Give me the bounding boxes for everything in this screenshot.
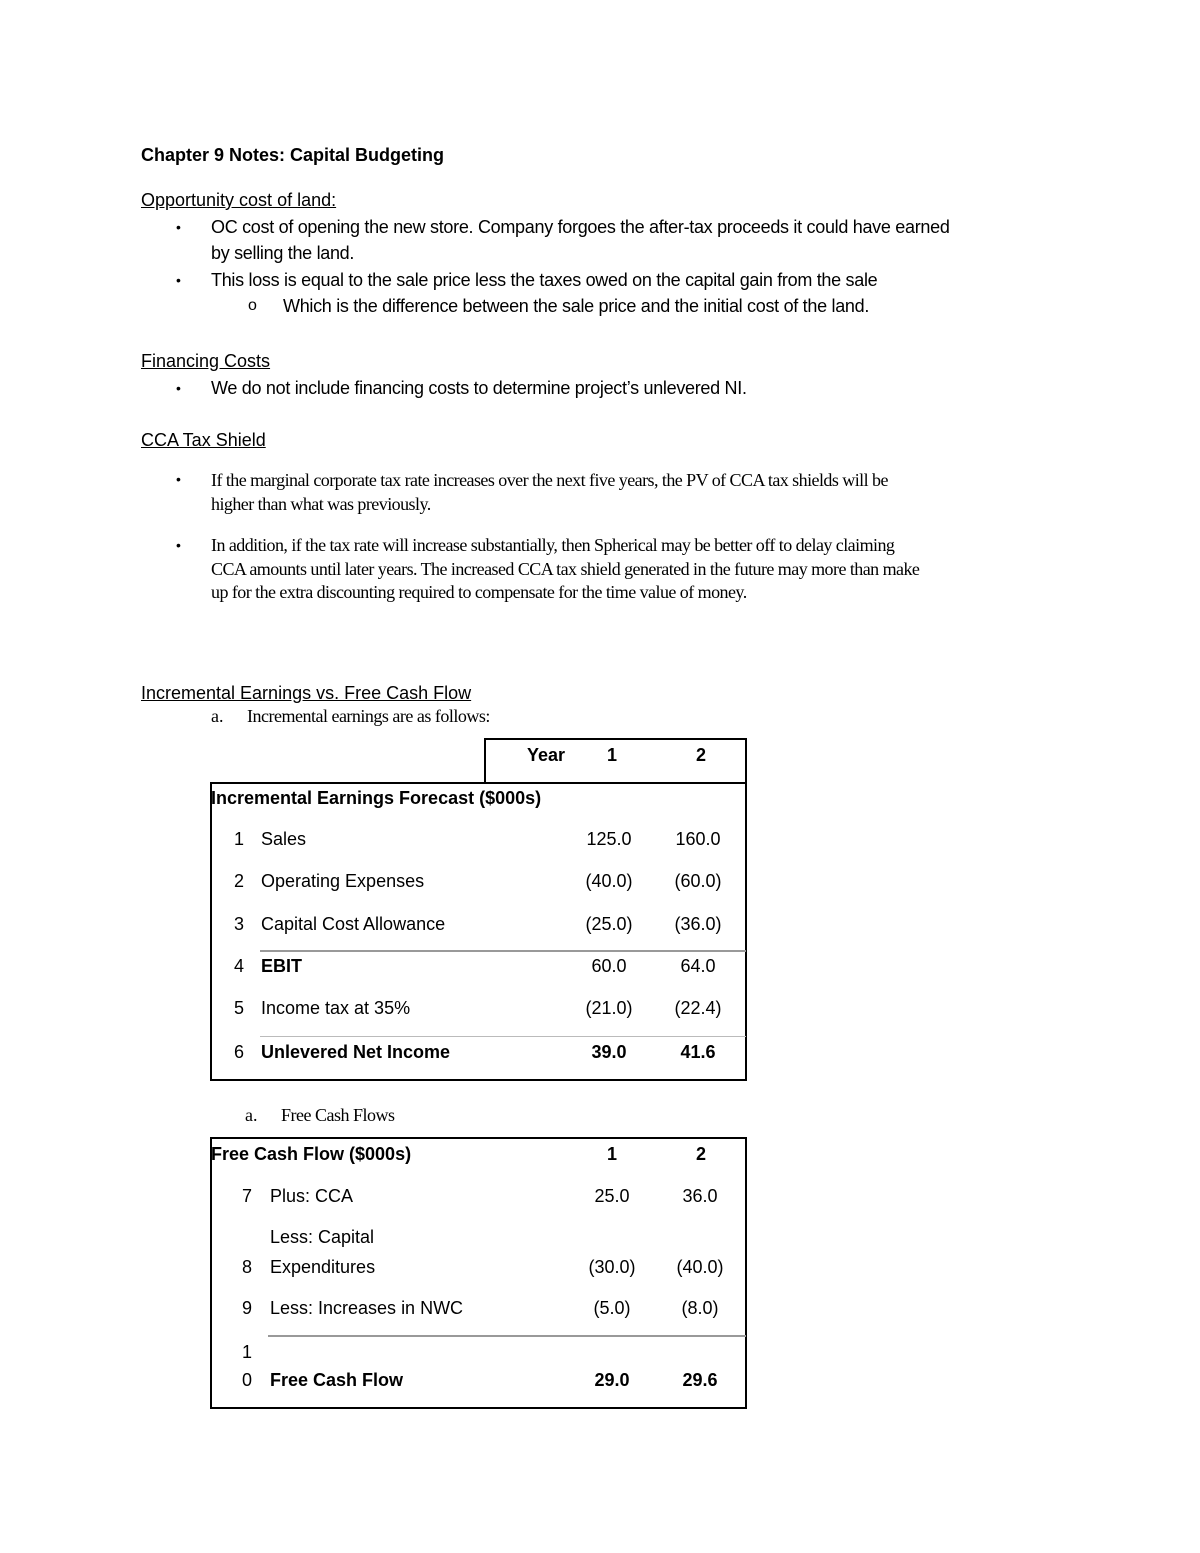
table2-cell: 25.0 [594, 1186, 630, 1206]
table2-row-number: 0 [241, 1370, 252, 1390]
table1-divider [260, 950, 746, 952]
item-b-marker: a. [245, 1105, 258, 1125]
bullet-icon: • [176, 219, 181, 235]
cca-bullet-1-line-2: higher than what was previously. [211, 494, 431, 514]
table1-cell: 39.0 [591, 1042, 627, 1062]
table1-cell: (21.0) [585, 998, 633, 1018]
table2-row-number: 9 [241, 1298, 252, 1318]
opportunity-sub-bullet: Which is the difference between the sale price and the initial cost of the land. [283, 296, 870, 316]
table1-divider [260, 1036, 746, 1037]
cca-heading: CCA Tax Shield [141, 430, 266, 450]
table1-cell: (40.0) [585, 871, 633, 891]
table1-row-number: 3 [233, 914, 244, 934]
table1-cell: 41.6 [680, 1042, 716, 1062]
financing-heading: Financing Costs [141, 351, 271, 371]
table1-cell: 64.0 [680, 956, 716, 976]
table1-row-label: Sales [261, 829, 307, 849]
table1-row-label: Income tax at 35% [261, 998, 411, 1018]
table2-row-label: Less: Increases in NWC [270, 1298, 464, 1318]
incremental-heading: Incremental Earnings vs. Free Cash Flow [141, 683, 472, 703]
table1-cell: (25.0) [585, 914, 633, 934]
table2-row-label: Expenditures [270, 1257, 376, 1277]
table2-cell: (30.0) [588, 1257, 636, 1277]
cca-bullet-2-line-3: up for the extra discounting required to compensate for the time value of money. [211, 582, 747, 602]
table2-cell: 29.6 [682, 1370, 718, 1390]
table1-cell: 125.0 [586, 829, 632, 849]
table2-col-1: 1 [606, 1144, 617, 1164]
table2-divider [268, 1335, 746, 1337]
cca-bullet-2-line-2: CCA amounts until later years. The increased CCA tax shield generated in the future may more than make [211, 559, 920, 579]
table1-cell: (22.4) [674, 998, 722, 1018]
table1-cell: (60.0) [674, 871, 722, 891]
table2-cell: (40.0) [676, 1257, 724, 1277]
table1-row-number: 6 [233, 1042, 244, 1062]
table2-col-2: 2 [695, 1144, 706, 1164]
table2-header: Free Cash Flow ($000s) [211, 1144, 412, 1164]
item-a-text: Incremental earnings are as follows: [247, 706, 490, 726]
table1-row-number: 5 [233, 998, 244, 1018]
table1-col-2: 2 [695, 745, 706, 765]
item-a-marker: a. [211, 706, 224, 726]
table2-row-number: 7 [241, 1186, 252, 1206]
table2-cell: 36.0 [682, 1186, 718, 1206]
table2-row-number: 8 [241, 1257, 252, 1277]
table1-row-label: Capital Cost Allowance [261, 914, 446, 934]
table1-header: Incremental Earnings Forecast ($000s) [211, 788, 542, 808]
table1-row-number: 4 [233, 956, 244, 976]
table1-cell: (36.0) [674, 914, 722, 934]
table2-row-number: 1 [241, 1342, 252, 1362]
opportunity-bullet-1-line-1: OC cost of opening the new store. Company forgoes the after-tax proceeds it could have earned [211, 217, 950, 237]
table2-cell: (8.0) [681, 1298, 719, 1318]
item-b-text: Free Cash Flows [281, 1105, 395, 1125]
table2-row-label: Plus: CCA [270, 1186, 354, 1206]
table1-row-number: 1 [233, 829, 244, 849]
bullet-icon: • [176, 380, 181, 396]
table1-row-number: 2 [233, 871, 244, 891]
table2-cell: 29.0 [594, 1370, 630, 1390]
table2-row-label: Free Cash Flow [270, 1370, 404, 1390]
table1-cell: 60.0 [591, 956, 627, 976]
table1-cell: 160.0 [675, 829, 721, 849]
cca-bullet-2-line-1: In addition, if the tax rate will increase substantially, then Spherical may be better off to delay claiming [211, 535, 895, 555]
sub-bullet-marker: o [248, 297, 257, 314]
table2-row-label: Less: Capital [270, 1227, 375, 1247]
opportunity-heading: Opportunity cost of land: [141, 190, 337, 210]
bullet-icon: • [176, 272, 181, 288]
table2-cell: (5.0) [593, 1298, 631, 1318]
table1-year-label: Year [527, 745, 566, 765]
table1-row-label: Unlevered Net Income [261, 1042, 451, 1062]
opportunity-bullet-2: This loss is equal to the sale price less the taxes owed on the capital gain from the sale [211, 270, 878, 290]
opportunity-bullet-1-line-2: by selling the land. [211, 243, 355, 263]
bullet-icon: • [176, 537, 181, 553]
table1-row-label: Operating Expenses [261, 871, 425, 891]
table1-col-1: 1 [606, 745, 617, 765]
bullet-icon: • [176, 471, 181, 487]
cca-bullet-1-line-1: If the marginal corporate tax rate increases over the next five years, the PV of CCA tax shields will be [211, 470, 888, 490]
financing-bullet-1: We do not include financing costs to determine project’s unlevered NI. [211, 378, 747, 398]
table1-row-label: EBIT [261, 956, 303, 976]
page-title: Chapter 9 Notes: Capital Budgeting [141, 145, 445, 165]
